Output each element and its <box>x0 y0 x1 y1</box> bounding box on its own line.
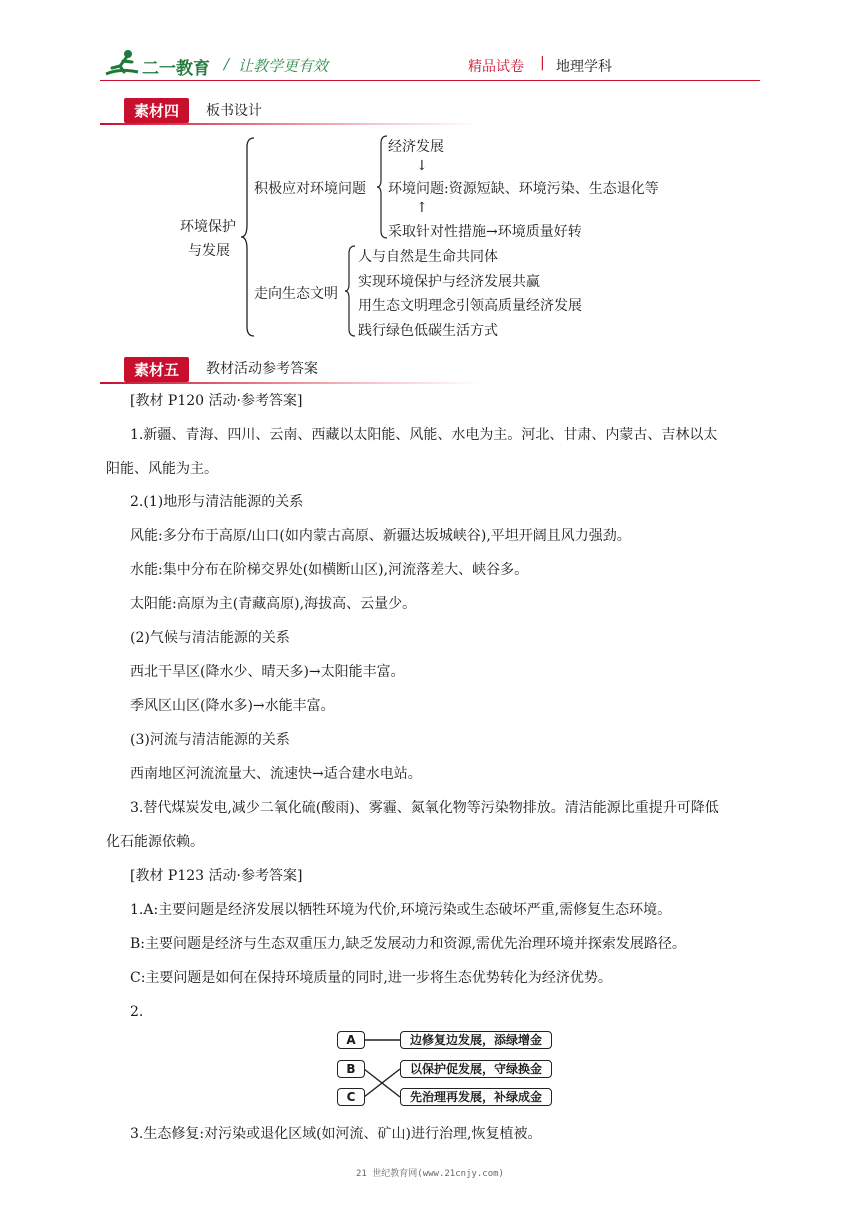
strategy-box-3: 先治理再发展，补绿成金 <box>400 1088 552 1106</box>
option-box-b: B <box>337 1060 365 1078</box>
text-line: 西北干旱区(降水少、晴天多)→太阳能丰富。 <box>130 664 405 680</box>
big-brace-icon <box>240 137 256 337</box>
text-line: 水能:集中分布在阶梯交界处(如横断山区),河流落差大、峡谷多。 <box>130 562 529 578</box>
text-line: 3.生态修复:对污染或退化区域(如河流、矿山)进行治理,恢复植被。 <box>130 1126 542 1142</box>
text-line: 2.(1)地形与清洁能源的关系 <box>130 494 304 510</box>
branch1-item-3: 采取针对性措施→环境质量好转 <box>388 224 582 240</box>
branch2-item-3: 用生态文明理念引领高质量经济发展 <box>358 298 582 314</box>
text-line: 3.替代煤炭发电,减少二氧化硫(酸雨)、雾霾、氮氧化物等污染物排放。清洁能源比重提升可降低 <box>130 800 719 816</box>
arrow-down: ↓ <box>416 158 428 174</box>
branch1-item-2: 环境问题:资源短缺、环境污染、生态退化等 <box>388 181 659 197</box>
text-line: 阳能、风能为主。 <box>106 461 218 477</box>
header-rule <box>100 80 760 81</box>
text-line: (3)河流与清洁能源的关系 <box>130 732 290 748</box>
slash-divider: / <box>224 55 230 73</box>
text-line: 2. <box>130 1004 144 1020</box>
arrow-up: ↑ <box>416 200 428 216</box>
root-label-line2: 与发展 <box>188 243 230 259</box>
brace-2-icon <box>344 245 356 337</box>
option-box-c: C <box>337 1088 365 1106</box>
branch2-item-1: 人与自然是生命共同体 <box>358 249 498 265</box>
section-4-title: 板书设计 <box>206 103 262 119</box>
text-line: 风能:多分布于高原/山口(如内蒙古高原、新疆达坂城峡谷),平坦开阔且风力强劲。 <box>130 528 631 544</box>
text-line: 季风区山区(降水多)→水能丰富。 <box>130 698 335 714</box>
section-4-underline <box>100 123 480 125</box>
strategy-box-2: 以保护促发展，守绿换金 <box>400 1060 552 1078</box>
slogan: 让教学更有效 <box>238 57 329 75</box>
header-separator: | <box>540 55 545 71</box>
text-line: C:主要问题是如何在保持环境质量的同时,进一步将生态优势转化为经济优势。 <box>130 970 612 986</box>
section-5-title: 教材活动参考答案 <box>206 361 318 377</box>
footer: 21 世纪教育网(www.21cnjy.com) <box>356 1169 504 1179</box>
activity-header-p120: [教材 P120 活动·参考答案] <box>130 393 303 409</box>
branch2-item-2: 实现环境保护与经济发展共赢 <box>358 274 540 290</box>
text-line: 太阳能:高原为主(青藏高原),海拔高、云量少。 <box>130 596 417 612</box>
branch2-item-4: 践行绿色低碳生活方式 <box>358 323 498 339</box>
branch1-item-1: 经济发展 <box>388 139 444 155</box>
header-subject: 地理学科 <box>556 59 612 75</box>
text-line: (2)气候与清洁能源的关系 <box>130 630 290 646</box>
activity-header-p123: [教材 P123 活动·参考答案] <box>130 868 303 884</box>
text-line: 1.新疆、青海、四川、云南、西藏以太阳能、风能、水电为主。河北、甘肃、内蒙古、吉林以太 <box>130 427 718 443</box>
branch1-label: 积极应对环境问题 <box>254 181 366 197</box>
logo-text: 二一教育 <box>142 59 210 79</box>
header-tag: 精品试卷 <box>468 59 524 75</box>
root-label-line1: 环境保护 <box>180 219 236 235</box>
text-line: 西南地区河流流量大、流速快→适合建水电站。 <box>130 766 422 782</box>
section-4-badge: 素材四 <box>124 98 189 123</box>
branch2-label: 走向生态文明 <box>254 286 338 302</box>
text-line: 1.A:主要问题是经济发展以牺牲环境为代价,环境污染或生态破坏严重,需修复生态环境。 <box>130 902 672 918</box>
strategy-box-1: 边修复边发展，添绿增金 <box>400 1031 552 1049</box>
option-box-a: A <box>337 1031 365 1049</box>
section-5-underline <box>100 382 480 384</box>
text-line: 化石能源依赖。 <box>106 834 204 850</box>
section-5-badge: 素材五 <box>124 357 189 382</box>
text-line: B:主要问题是经济与生态双重压力,缺乏发展动力和资源,需优先治理环境并探索发展路径。 <box>130 936 686 952</box>
brace-1-icon <box>376 135 388 239</box>
runner-logo-icon <box>104 48 142 78</box>
